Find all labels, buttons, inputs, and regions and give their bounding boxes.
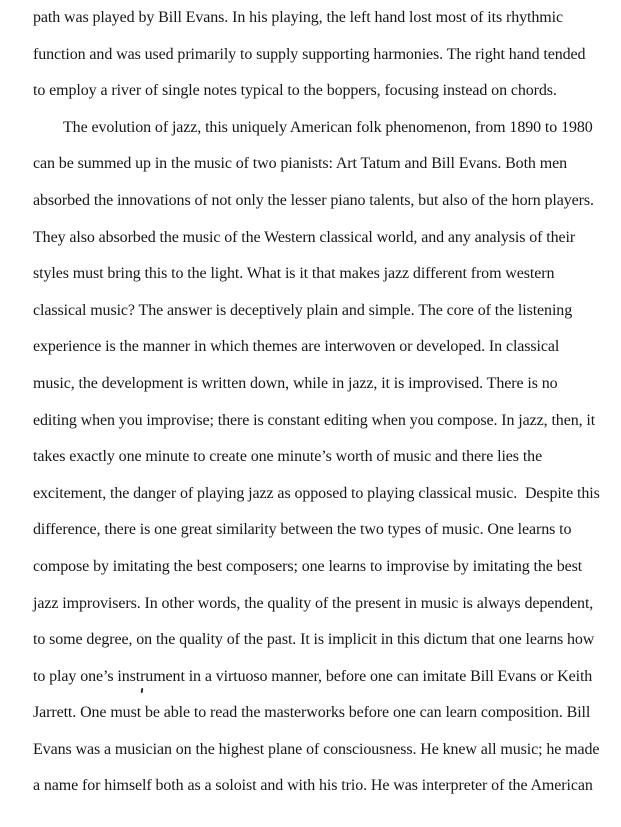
text-line: Evans was a musician on the highest plane of consciousness. He knew all music; he made bbox=[33, 740, 600, 758]
text-line: can be summed up in the music of two pianists: Art Tatum and Bill Evans. Both men bbox=[33, 155, 567, 173]
text-line: jazz improvisers. In other words, the quality of the present in music is always dependent, bbox=[33, 594, 594, 612]
text-line: path was played by Bill Evans. In his playing, the left hand lost most of its rhythmic bbox=[33, 9, 563, 26]
text-line: takes exactly one minute to create one minute’s worth of music and there lies the bbox=[33, 448, 543, 466]
text-line: editing when you improvise; there is constant editing when you compose. In jazz, then, it bbox=[33, 411, 596, 429]
text-line: styles must bring this to the light. What is it that makes jazz different from western bbox=[33, 265, 555, 283]
text-line-paragraph-start: The evolution of jazz, this uniquely American folk phenomenon, from 1890 to 1980 bbox=[63, 118, 593, 136]
text-line: compose by imitating the best composers; one learns to improvise by imitating the best bbox=[33, 557, 583, 575]
text-line: excitement, the danger of playing jazz as opposed to playing classical music. Despite this bbox=[33, 484, 600, 502]
text-line: to some degree, on the quality of the past. It is implicit in this dictum that one learns how bbox=[33, 631, 595, 649]
text-line: They also absorbed the music of the Western classical world, and any analysis of their bbox=[33, 228, 576, 246]
text-line: experience is the manner in which themes are interwoven or developed. In classical bbox=[33, 338, 560, 356]
text-line: absorbed the innovations of not only the lesser piano talents, but also of the horn players. bbox=[33, 191, 594, 209]
text-line: difference, there is one great similarity between the two types of music. One learns to bbox=[33, 521, 572, 539]
document-page bbox=[33, 0, 611, 805]
text-line: classical music? The answer is deceptively plain and simple. The core of the listening bbox=[33, 301, 573, 319]
text-line: Jarrett. One must be able to read the masterworks before one can learn composition. Bill bbox=[33, 704, 591, 722]
text-line: to employ a river of single notes typical to the boppers, focusing instead on chords. bbox=[33, 82, 557, 100]
text-line: a name for himself both as a soloist and with his trio. He was interpreter of the American bbox=[33, 777, 593, 795]
text-line: function and was used primarily to supply supporting harmonies. The right hand tended bbox=[33, 45, 586, 63]
text-line: music, the development is written down, while in jazz, it is improvised. There is no bbox=[33, 374, 558, 392]
text-line: to play one’s instrument in a virtuoso manner, before one can imitate Bill Evans or Keith bbox=[33, 667, 593, 685]
